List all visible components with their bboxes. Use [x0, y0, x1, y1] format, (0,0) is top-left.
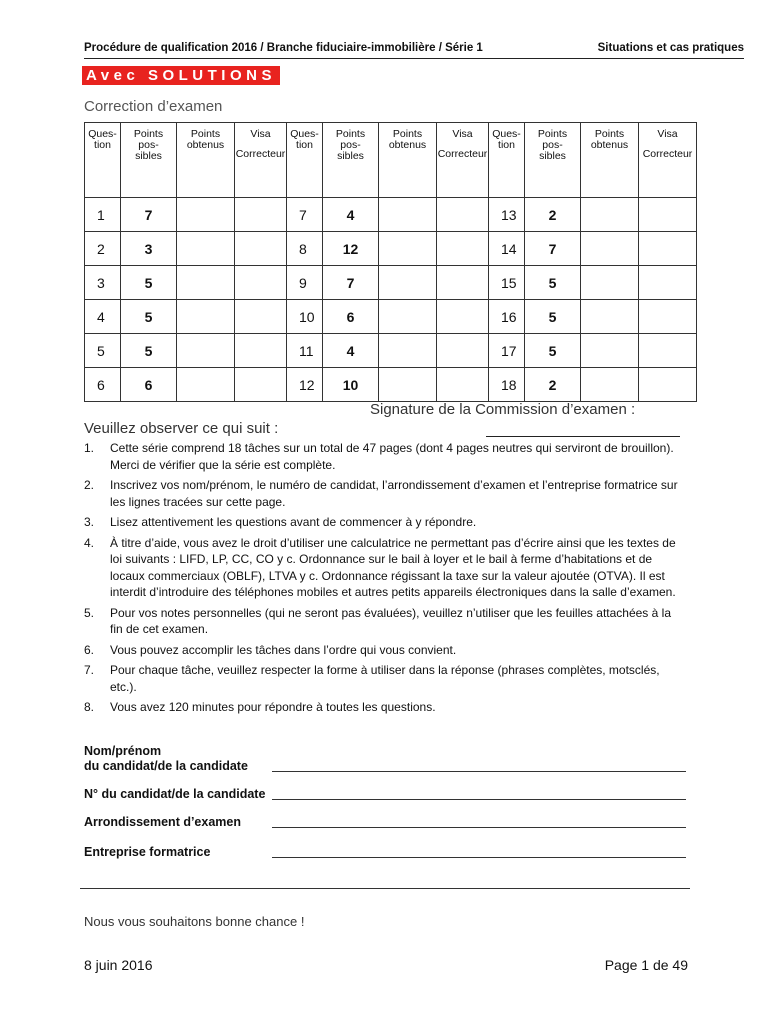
list-item-text: Pour vos notes personnelles (qui ne seront pas évaluées), veuillez n’utiliser que les feuilles attachées à la fin de cet examen. — [110, 605, 671, 636]
question-number: 10 — [287, 300, 323, 334]
points-obtenus-cell[interactable] — [581, 198, 639, 232]
visa-cell[interactable] — [639, 368, 697, 402]
rules-list — [84, 440, 684, 720]
visa-cell[interactable] — [235, 334, 287, 368]
table-header-row — [85, 123, 697, 198]
question-number: 4 — [85, 300, 121, 334]
good-luck-text: Nous vous souhaitons bonne chance ! — [84, 914, 305, 929]
points-obtenus-cell[interactable] — [379, 300, 437, 334]
list-item-number: 8. — [84, 700, 95, 714]
visa-cell[interactable] — [235, 266, 287, 300]
footer-page-number: Page 1 de 49 — [604, 957, 688, 973]
points-possibles-value: 7 — [525, 232, 581, 266]
signature-label: Signature de la Commission d’examen : — [370, 401, 636, 418]
visa-cell[interactable] — [235, 368, 287, 402]
points-obtenus-cell[interactable] — [379, 368, 437, 402]
candidate-no-row — [84, 784, 688, 802]
question-number: 8 — [287, 232, 323, 266]
list-item-number: 3. — [84, 515, 95, 529]
list-item — [84, 642, 684, 659]
points-table — [84, 122, 697, 402]
table-row — [85, 368, 697, 402]
list-item — [84, 605, 684, 638]
points-obtenus-cell[interactable] — [581, 266, 639, 300]
question-number: 15 — [489, 266, 525, 300]
visa-cell[interactable] — [639, 232, 697, 266]
points-obtenus-cell[interactable] — [581, 368, 639, 402]
header-question: Ques- tion — [85, 123, 121, 198]
visa-cell[interactable] — [639, 300, 697, 334]
question-number: 9 — [287, 266, 323, 300]
header-points-possibles: Points pos- sibles — [121, 123, 177, 198]
points-obtenus-cell[interactable] — [177, 368, 235, 402]
list-item-number: 4. — [84, 535, 95, 550]
header-question: Ques- tion — [287, 123, 323, 198]
points-obtenus-cell[interactable] — [581, 232, 639, 266]
points-possibles-value: 10 — [323, 368, 379, 402]
points-obtenus-cell[interactable] — [581, 300, 639, 334]
points-obtenus-cell[interactable] — [379, 266, 437, 300]
points-possibles-value: 3 — [121, 232, 177, 266]
list-item-text: Lisez attentivement les questions avant de commencer à y répondre. — [110, 515, 477, 529]
list-item — [84, 477, 684, 510]
header-points-obtenus: Points obtenus — [581, 123, 639, 198]
visa-cell[interactable] — [437, 368, 489, 402]
district-field[interactable] — [272, 827, 686, 828]
points-obtenus-cell[interactable] — [581, 334, 639, 368]
question-number: 13 — [489, 198, 525, 232]
points-obtenus-cell[interactable] — [177, 334, 235, 368]
question-number: 14 — [489, 232, 525, 266]
question-number: 12 — [287, 368, 323, 402]
points-obtenus-cell[interactable] — [379, 232, 437, 266]
points-possibles-value: 5 — [525, 300, 581, 334]
list-item-text: Pour chaque tâche, veuillez respecter la forme à utiliser dans la réponse (phrases complètes, motsclés, etc.). — [110, 663, 660, 694]
points-obtenus-cell[interactable] — [177, 232, 235, 266]
district-label: Arrondissement d’examen — [84, 815, 241, 829]
visa-cell[interactable] — [437, 198, 489, 232]
visa-cell[interactable] — [235, 232, 287, 266]
points-obtenus-cell[interactable] — [177, 266, 235, 300]
list-item — [84, 535, 684, 601]
question-number: 3 — [85, 266, 121, 300]
page-header — [84, 42, 744, 59]
visa-cell[interactable] — [437, 334, 489, 368]
company-field[interactable] — [272, 857, 686, 858]
table-row — [85, 334, 697, 368]
question-number: 7 — [287, 198, 323, 232]
header-title: Procédure de qualification 2016 / Branche fiduciaire-immobilière / Série 1 — [84, 42, 483, 54]
points-possibles-value: 4 — [323, 198, 379, 232]
list-item-number: 1. — [84, 441, 95, 455]
list-item-text: Vous avez 120 minutes pour répondre à toutes les questions. — [110, 700, 436, 714]
question-number: 11 — [287, 334, 323, 368]
points-possibles-value: 2 — [525, 368, 581, 402]
solutions-banner: Avec SOLUTIONS — [82, 66, 280, 85]
list-item-number: 2. — [84, 478, 95, 492]
points-obtenus-cell[interactable] — [379, 198, 437, 232]
visa-cell[interactable] — [437, 232, 489, 266]
list-item — [84, 440, 684, 473]
list-item-text: À titre d’aide, vous avez le droit d’utiliser une calculatrice ne permettant pas d’écrire ainsi que les textes de loi suivants : LIFD, LP, CC, CO y c. Ordonnance sur le bail à loyer et le bail à ferme d’habitations et de locaux commerciaux (OBLF), LTVA y c. Ordonnance régissant la taxe sur la valeur ajoutée (OTVA). Il est interdit d’introduire des téléphones mobiles et autres petits appareils électroniques dans la salle d’examen. — [110, 535, 676, 599]
table-row — [85, 232, 697, 266]
visa-cell[interactable] — [235, 198, 287, 232]
points-possibles-value: 2 — [525, 198, 581, 232]
question-number: 2 — [85, 232, 121, 266]
header-points-possibles: Points pos- sibles — [323, 123, 379, 198]
points-possibles-value: 5 — [121, 266, 177, 300]
question-number: 18 — [489, 368, 525, 402]
visa-cell[interactable] — [639, 334, 697, 368]
points-possibles-value: 7 — [323, 266, 379, 300]
header-visa: Visa Correcteur — [437, 123, 489, 198]
observe-title: Veuillez observer ce qui suit : — [84, 420, 279, 437]
bottom-divider — [80, 888, 690, 889]
points-possibles-value: 6 — [121, 368, 177, 402]
question-number: 16 — [489, 300, 525, 334]
question-number: 1 — [85, 198, 121, 232]
question-number: 17 — [489, 334, 525, 368]
points-possibles-value: 5 — [121, 300, 177, 334]
list-item — [84, 514, 684, 531]
points-obtenus-cell[interactable] — [177, 300, 235, 334]
table-row — [85, 300, 697, 334]
list-item-number: 6. — [84, 642, 95, 657]
table-row — [85, 198, 697, 232]
candidate-no-field[interactable] — [272, 799, 686, 800]
points-possibles-value: 12 — [323, 232, 379, 266]
signature-line[interactable] — [486, 436, 680, 437]
points-possibles-value: 4 — [323, 334, 379, 368]
header-points-obtenus: Points obtenus — [177, 123, 235, 198]
list-item — [84, 662, 684, 695]
header-question: Ques- tion — [489, 123, 525, 198]
visa-cell[interactable] — [437, 300, 489, 334]
list-item-text: Vous pouvez accomplir les tâches dans l’ordre qui vous convient. — [110, 642, 457, 657]
visa-cell[interactable] — [235, 300, 287, 334]
name-field[interactable] — [272, 771, 686, 772]
question-number: 6 — [85, 368, 121, 402]
section-title: Correction d’examen — [84, 98, 223, 115]
visa-cell[interactable] — [639, 198, 697, 232]
visa-cell[interactable] — [437, 266, 489, 300]
candidate-no-label: N° du candidat/de la candidate — [84, 787, 266, 801]
list-item-number: 7. — [84, 663, 95, 677]
header-visa: Visa Correcteur — [639, 123, 697, 198]
company-label: Entreprise formatrice — [84, 845, 211, 859]
name-label: Nom/prénom du candidat/de la candidate — [84, 744, 248, 773]
list-item-text: Cette série comprend 18 tâches sur un total de 47 pages (dont 4 pages neutres qui serviront de brouillon). Merci de vérifier que la série est complète. — [110, 441, 674, 472]
list-item-number: 5. — [84, 605, 95, 620]
name-row — [84, 743, 688, 774]
points-obtenus-cell[interactable] — [379, 334, 437, 368]
visa-cell[interactable] — [639, 266, 697, 300]
header-section: Situations et cas pratiques — [597, 42, 744, 54]
question-number: 5 — [85, 334, 121, 368]
points-possibles-value: 5 — [121, 334, 177, 368]
points-possibles-value: 5 — [525, 266, 581, 300]
points-possibles-value: 7 — [121, 198, 177, 232]
list-item — [84, 699, 684, 716]
header-points-possibles: Points pos- sibles — [525, 123, 581, 198]
points-possibles-value: 5 — [525, 334, 581, 368]
points-possibles-value: 6 — [323, 300, 379, 334]
header-visa: Visa Correcteur — [235, 123, 287, 198]
district-row — [84, 812, 688, 830]
points-obtenus-cell[interactable] — [177, 198, 235, 232]
list-item-text: Inscrivez vos nom/prénom, le numéro de candidat, l’arrondissement d’examen et l’entreprise formatrice sur les lignes tracées sur cette page. — [110, 478, 678, 509]
table-row — [85, 266, 697, 300]
company-row — [84, 840, 688, 860]
header-points-obtenus: Points obtenus — [379, 123, 437, 198]
footer-date: 8 juin 2016 — [84, 957, 153, 973]
